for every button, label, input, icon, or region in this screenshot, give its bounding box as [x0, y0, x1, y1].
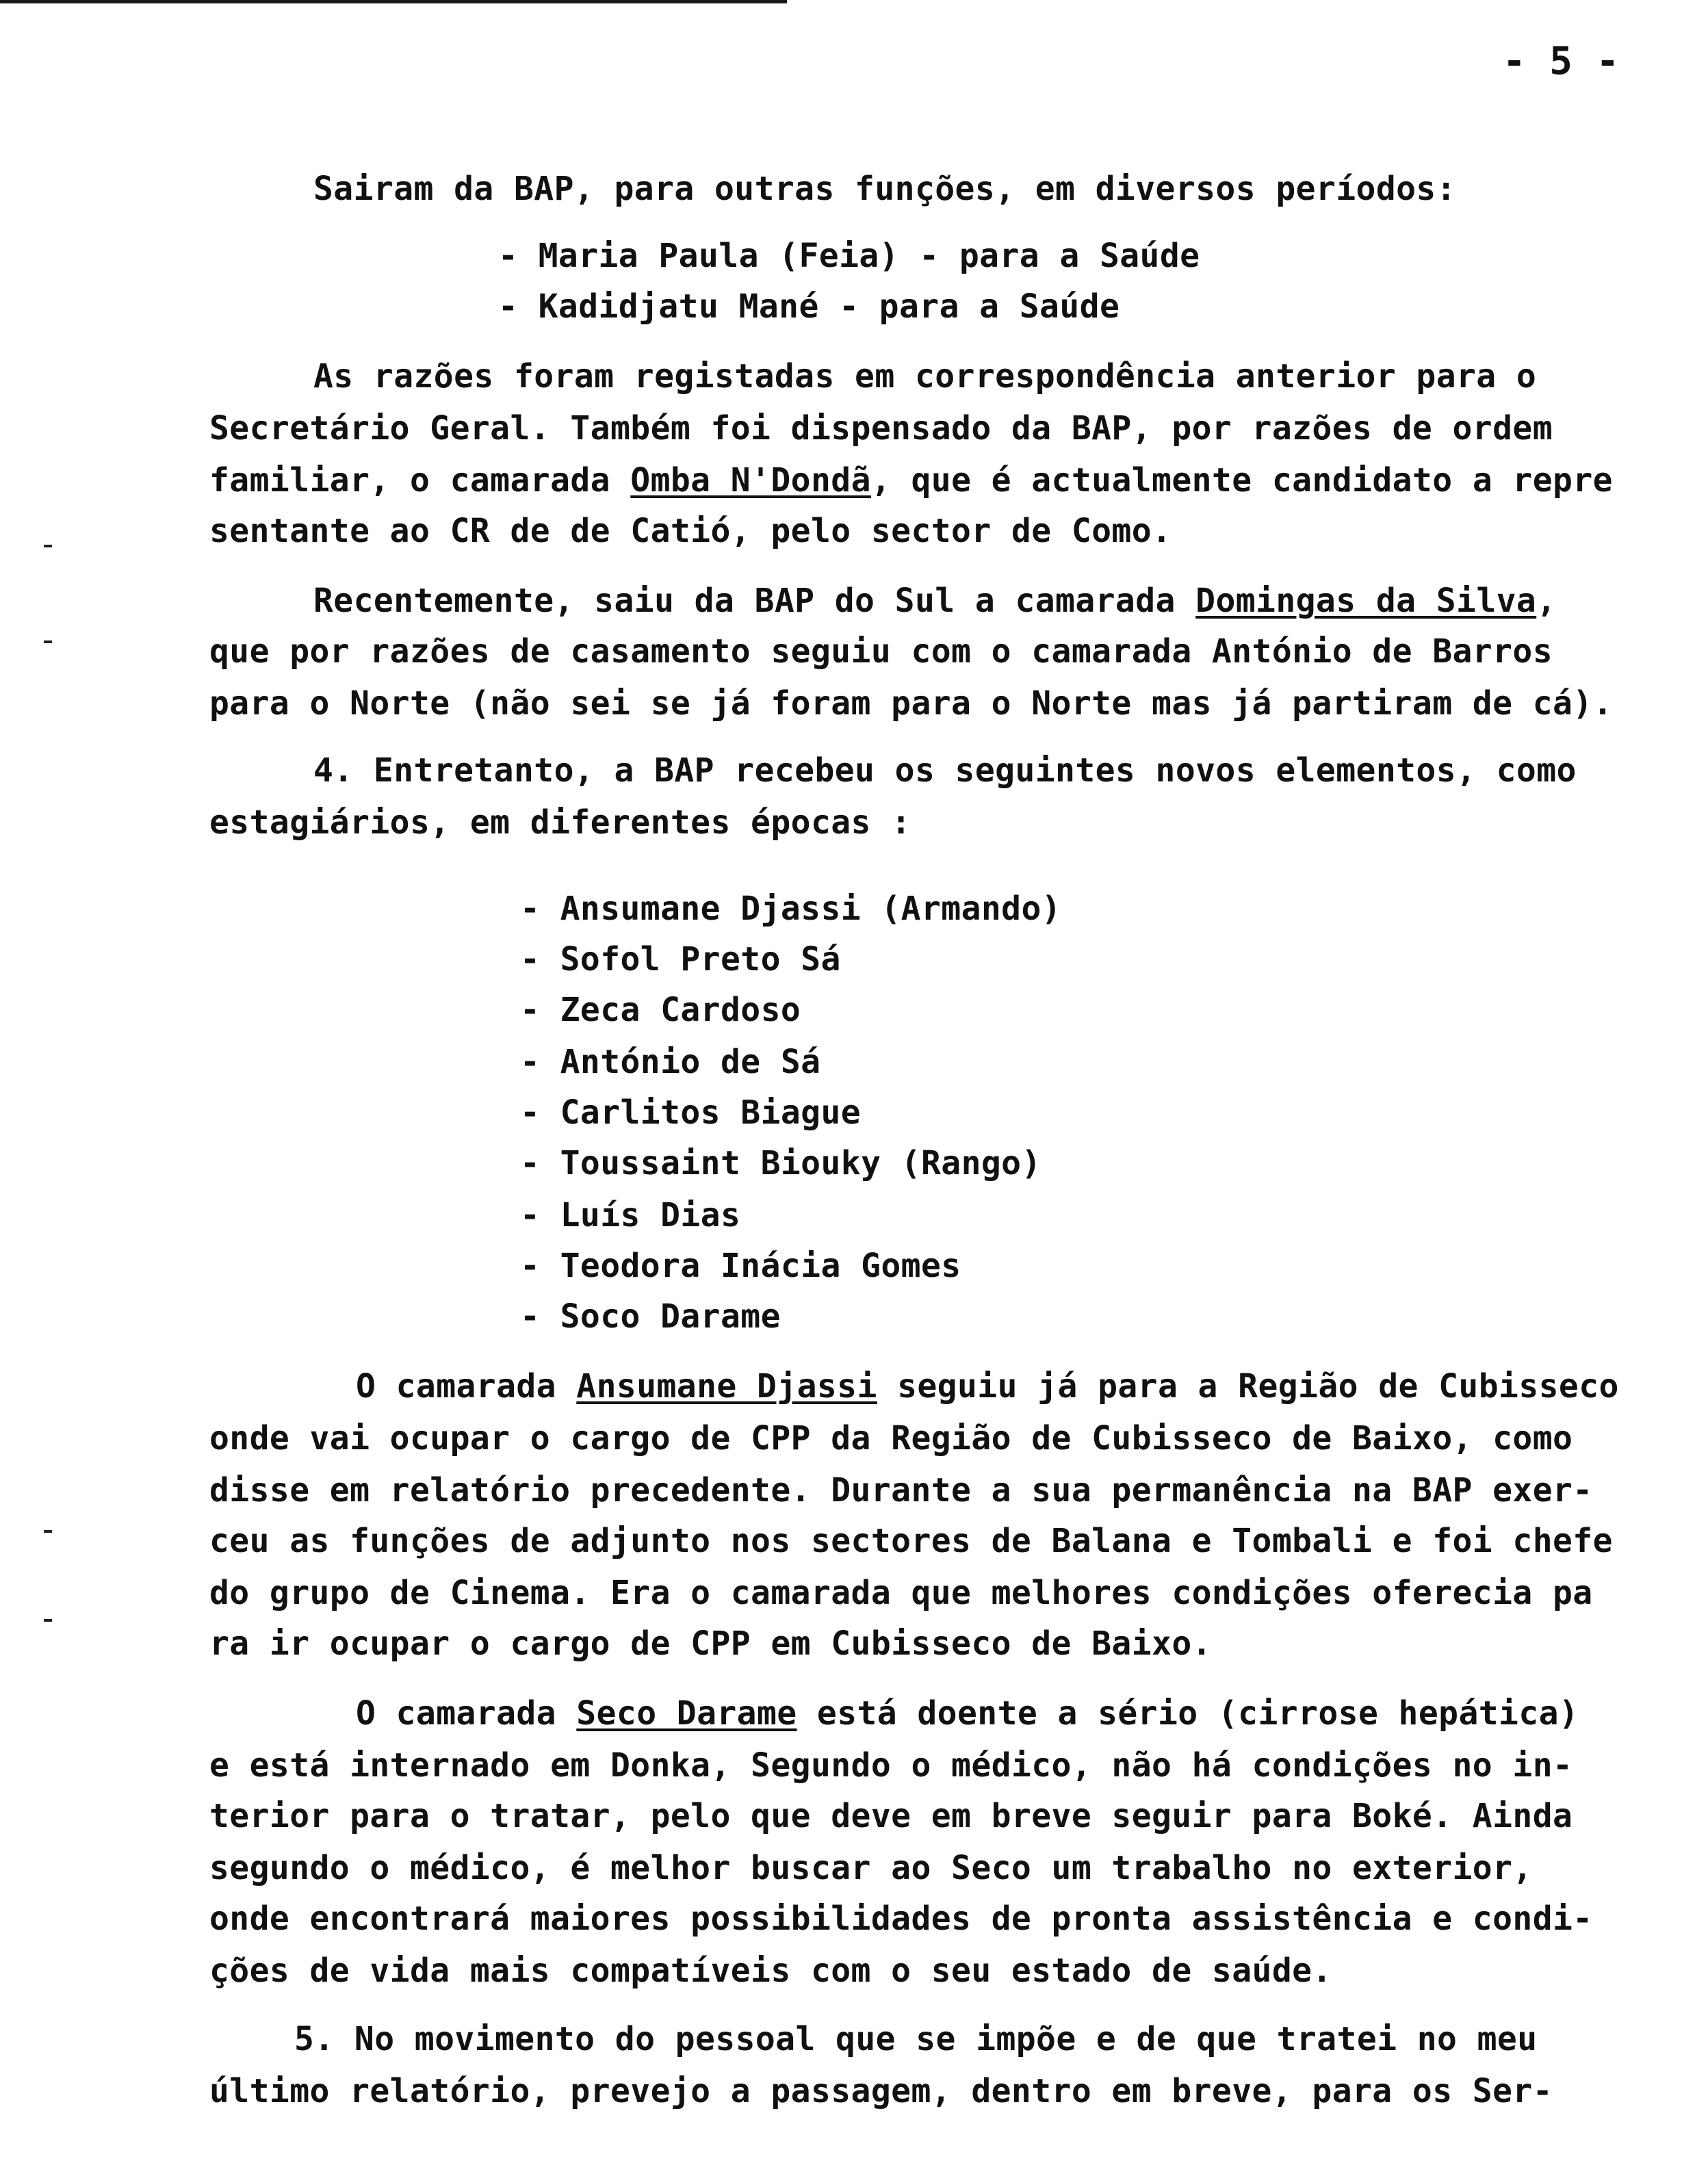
list-item: - Toussaint Biouky (Rango) [520, 1144, 1041, 1182]
paragraph-5-line: onde vai ocupar o cargo de CPP da Região de Cubisseco de Baixo, como [209, 1419, 1573, 1458]
underlined-name: Seco Darame [576, 1694, 797, 1733]
paragraph-7-line: 5. No movimento do pessoal que se impõe e de que tratei no meu [294, 2020, 1538, 2058]
list-item: - Soco Darame [520, 1297, 781, 1336]
paragraph-6-line: onde encontrará maiores possibilidades de pronta assistência e condi- [209, 1900, 1593, 1938]
paragraph-6-line [356, 1693, 1579, 1734]
paragraph-4-line: estagiários, em diferentes épocas : [209, 803, 911, 842]
paragraph-2-line [209, 460, 1613, 501]
text-segment: O camarada [356, 1694, 577, 1733]
underlined-name: Omba N'Dondã [630, 461, 871, 500]
text-segment: está doente a sério (cirrose hepática) [797, 1694, 1579, 1733]
text-segment: familiar, o camarada [209, 461, 631, 500]
list-item: - Carlitos Biague [520, 1093, 862, 1132]
paragraph-2-line: As razões foram registadas em correspondência anterior para o [313, 357, 1537, 396]
paragraph-7-line: último relatório, prevejo a passagem, dentro em breve, para os Ser- [209, 2072, 1553, 2110]
list-item: - Kadidjatu Mané - para a Saúde [498, 287, 1120, 326]
text-segment: O camarada [356, 1367, 577, 1406]
list-item: - Teodora Inácia Gomes [520, 1247, 961, 1285]
paragraph-5-line [356, 1366, 1619, 1407]
text-segment: , que é actualmente candidato a repre [870, 461, 1613, 500]
paragraph-5-line: do grupo de Cinema. Era o camarada que melhores condições oferecia pa [209, 1574, 1593, 1612]
list-item: - Zeca Cardoso [520, 991, 801, 1029]
page-number: - 5 - [1503, 39, 1620, 83]
text-segment: , [1536, 582, 1557, 620]
paragraph-5-line: disse em relatório precedente. Durante a sua permanência na BAP exer- [209, 1471, 1593, 1510]
text-segment: seguiu já para a Região de Cubisseco [877, 1367, 1619, 1406]
margin-mark [44, 640, 52, 643]
paragraph-5-line: ra ir ocupar o cargo de CPP em Cubisseco de Baixo. [209, 1624, 1212, 1663]
margin-mark [44, 545, 52, 547]
paragraph-2-line: sentante ao CR de de Catió, pelo sector de Como. [209, 512, 1172, 550]
paragraph-2-line: Secretário Geral. Também foi dispensado da BAP, por razões de ordem [209, 409, 1553, 448]
list-item: - Sofol Preto Sá [520, 940, 841, 979]
paragraph-3-line: para o Norte (não sei se já foram para o Norte mas já partiram de cá). [209, 684, 1613, 723]
margin-mark [44, 1619, 52, 1622]
paragraph-6-line: e está internado em Donka, Segundo o médico, não há condições no in- [209, 1746, 1573, 1785]
paragraph-3-line: que por razões de casamento seguiu com o camarada António de Barros [209, 632, 1553, 671]
list-item: - Ansumane Djassi (Armando) [520, 890, 1062, 928]
paragraph-3-line [313, 580, 1557, 621]
text-segment: Recentemente, saiu da BAP do Sul a camarada [313, 582, 1196, 620]
paragraph-1-intro: Sairam da BAP, para outras funções, em diversos períodos: [313, 170, 1457, 208]
underlined-name: Domingas da Silva [1195, 582, 1537, 620]
margin-mark [44, 1530, 52, 1533]
list-item: - Maria Paula (Feia) - para a Saúde [498, 237, 1200, 275]
top-edge-rule [0, 0, 787, 3]
paragraph-6-line: terior para o tratar, pelo que deve em breve seguir para Boké. Ainda [209, 1797, 1573, 1835]
paragraph-6-line: segundo o médico, é melhor buscar ao Seco um trabalho no exterior, [209, 1849, 1533, 1887]
paragraph-4-line: 4. Entretanto, a BAP recebeu os seguintes novos elementos, como [313, 751, 1577, 790]
paragraph-6-line: ções de vida mais compatíveis com o seu estado de saúde. [209, 1952, 1332, 1990]
underlined-name: Ansumane Djassi [576, 1367, 877, 1406]
list-item: - Luís Dias [520, 1196, 741, 1234]
paragraph-5-line: ceu as funções de adjunto nos sectores de Balana e Tombali e foi chefe [209, 1522, 1613, 1560]
list-item: - António de Sá [520, 1043, 821, 1081]
